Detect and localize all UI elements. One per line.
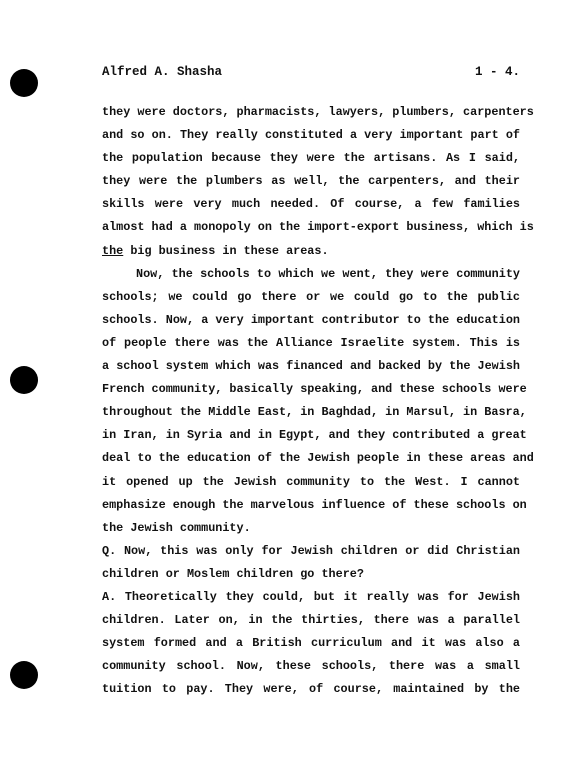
text-line: community school. Now, these schools, there was a small — [102, 659, 520, 674]
header-name: Alfred A. Shasha — [102, 65, 223, 79]
text-line: French community, basically speaking, and these schools were — [102, 382, 527, 397]
page-header — [102, 65, 520, 83]
text-line: a school system which was financed and backed by the Jewish — [102, 359, 520, 374]
text-line: almost had a monopoly on the import-export business, which is — [102, 220, 534, 235]
punch-hole-middle — [10, 366, 38, 394]
text-line: and so on. They really constituted a very important part of — [102, 128, 520, 143]
text-line: schools; we could go there or we could go to the public — [102, 289, 520, 304]
text-line: they were the plumbers as well, the carpenters, and their — [102, 174, 520, 189]
text-line: system formed and a British curriculum and it was also a — [102, 636, 520, 651]
text-line: the big business in these areas. — [102, 243, 329, 258]
text-line: Now, the schools to which we went, they were community — [136, 266, 520, 281]
underlined-word: the — [102, 243, 124, 258]
text-line: skills were very much needed. Of course, a few families — [102, 197, 520, 212]
text-line: Q. Now, this was only for Jewish children or did Christian — [102, 543, 520, 558]
text-line: deal to the education of the Jewish people in these areas and — [102, 451, 534, 466]
text-line: they were doctors, pharmacists, lawyers, plumbers, carpenters — [102, 105, 534, 119]
text-line: throughout the Middle East, in Baghdad, in Marsul, in Basra, — [102, 405, 527, 420]
text-line: children or Moslem children go there? — [102, 566, 364, 581]
header-page-number: 1 - 4. — [474, 65, 520, 79]
body-text — [102, 101, 534, 701]
text-line: the Jewish community. — [102, 520, 251, 535]
text-line: children. Later on, in the thirties, there was a parallel — [102, 613, 520, 628]
text-line: it opened up the Jewish community to the West. I cannot — [102, 474, 520, 489]
text-line: A. Theoretically they could, but it really was for Jewish — [102, 589, 520, 604]
text-line: of people there was the Alliance Israelite system. This is — [102, 335, 520, 350]
punch-hole-top — [10, 69, 38, 97]
text-line: in Iran, in Syria and in Egypt, and they contributed a great — [102, 428, 527, 443]
punch-hole-bottom — [10, 661, 38, 689]
text-line: schools. Now, a very important contributor to the education — [102, 312, 520, 327]
text-line: emphasize enough the marvelous influence of these schools on — [102, 497, 527, 512]
text-line: tuition to pay. They were, of course, maintained by the — [102, 682, 520, 697]
text-line: the population because they were the artisans. As I said, — [102, 151, 520, 166]
